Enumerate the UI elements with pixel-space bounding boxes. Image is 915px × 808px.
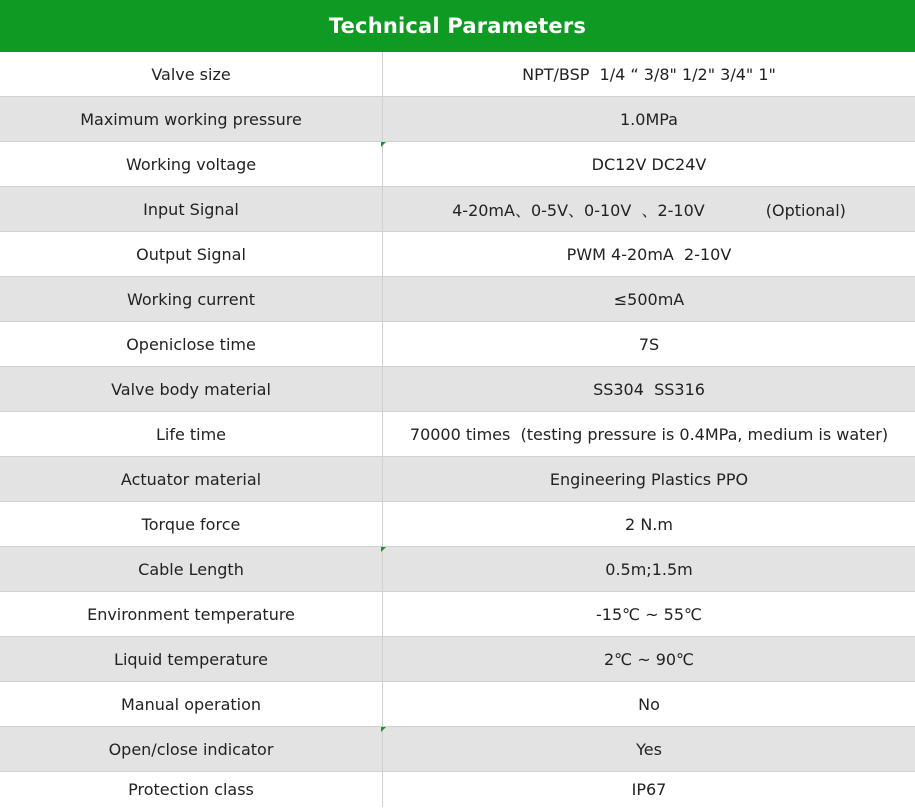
param-label: Environment temperature <box>0 592 383 636</box>
table-header <box>0 0 915 52</box>
table-row <box>0 727 915 772</box>
corner-mark-icon <box>381 727 386 732</box>
param-label: Output Signal <box>0 232 383 276</box>
param-value: ≤500mA <box>613 289 685 309</box>
param-label: Valve body material <box>0 367 383 411</box>
param-value: -15℃ ~ 55℃ <box>595 604 702 624</box>
param-label-text: Cable Length <box>138 559 244 579</box>
param-value: PWM 4-20mA 2-10V <box>566 244 732 264</box>
param-label-text: Working voltage <box>125 154 257 174</box>
corner-mark-icon <box>381 547 386 552</box>
param-label: Liquid temperature <box>0 637 383 681</box>
param-value: NPT/BSP 1/4 “ 3/8" 1/2" 3/4" 1" <box>522 64 776 84</box>
param-value: 1.0MPa <box>620 109 678 129</box>
param-label: Actuator material <box>0 457 383 501</box>
param-label <box>0 547 383 591</box>
table-row <box>0 592 915 637</box>
param-value: No <box>638 694 660 714</box>
param-value: 70000 times (testing pressure is 0.4MPa, medium is water) <box>409 424 889 444</box>
table-title: Technical Parameters <box>328 14 587 38</box>
param-label: Protection class <box>0 772 383 807</box>
table-row <box>0 412 915 457</box>
param-value: SS304 SS316 <box>593 379 705 399</box>
table-row <box>0 772 915 807</box>
param-label: Input Signal <box>0 187 383 231</box>
param-value: 7S <box>638 334 660 354</box>
param-label <box>0 142 383 186</box>
table-row <box>0 142 915 187</box>
table-row <box>0 547 915 592</box>
table-row <box>0 682 915 727</box>
table-row <box>0 52 915 97</box>
param-label: Manual operation <box>0 682 383 726</box>
param-label: Valve size <box>0 52 383 96</box>
table-row <box>0 277 915 322</box>
table-row <box>0 457 915 502</box>
param-value: Yes <box>636 739 662 759</box>
table-row <box>0 232 915 277</box>
corner-mark-icon <box>381 142 386 147</box>
param-label: Torque force <box>0 502 383 546</box>
param-label: Maximum working pressure <box>0 97 383 141</box>
param-label: Openiclose time <box>0 322 383 366</box>
param-label <box>0 727 383 771</box>
param-value: 2℃ ~ 90℃ <box>603 649 695 669</box>
param-value: IP67 <box>631 780 667 799</box>
param-value: 2 N.m <box>625 514 673 534</box>
param-label: Life time <box>0 412 383 456</box>
table-row <box>0 637 915 682</box>
param-value: 4-20mA、0-5V、0-10V 、2-10V (Optional) <box>452 200 846 220</box>
table-row <box>0 187 915 232</box>
param-value: Engineering Plastics PPO <box>549 469 749 489</box>
param-label-text: Open/close indicator <box>108 739 274 759</box>
table-row <box>0 322 915 367</box>
param-value: 0.5m;1.5m <box>605 559 693 579</box>
param-value: DC12V DC24V <box>591 154 707 174</box>
table-row <box>0 502 915 547</box>
table-row <box>0 367 915 412</box>
table-row <box>0 97 915 142</box>
param-label: Working current <box>0 277 383 321</box>
